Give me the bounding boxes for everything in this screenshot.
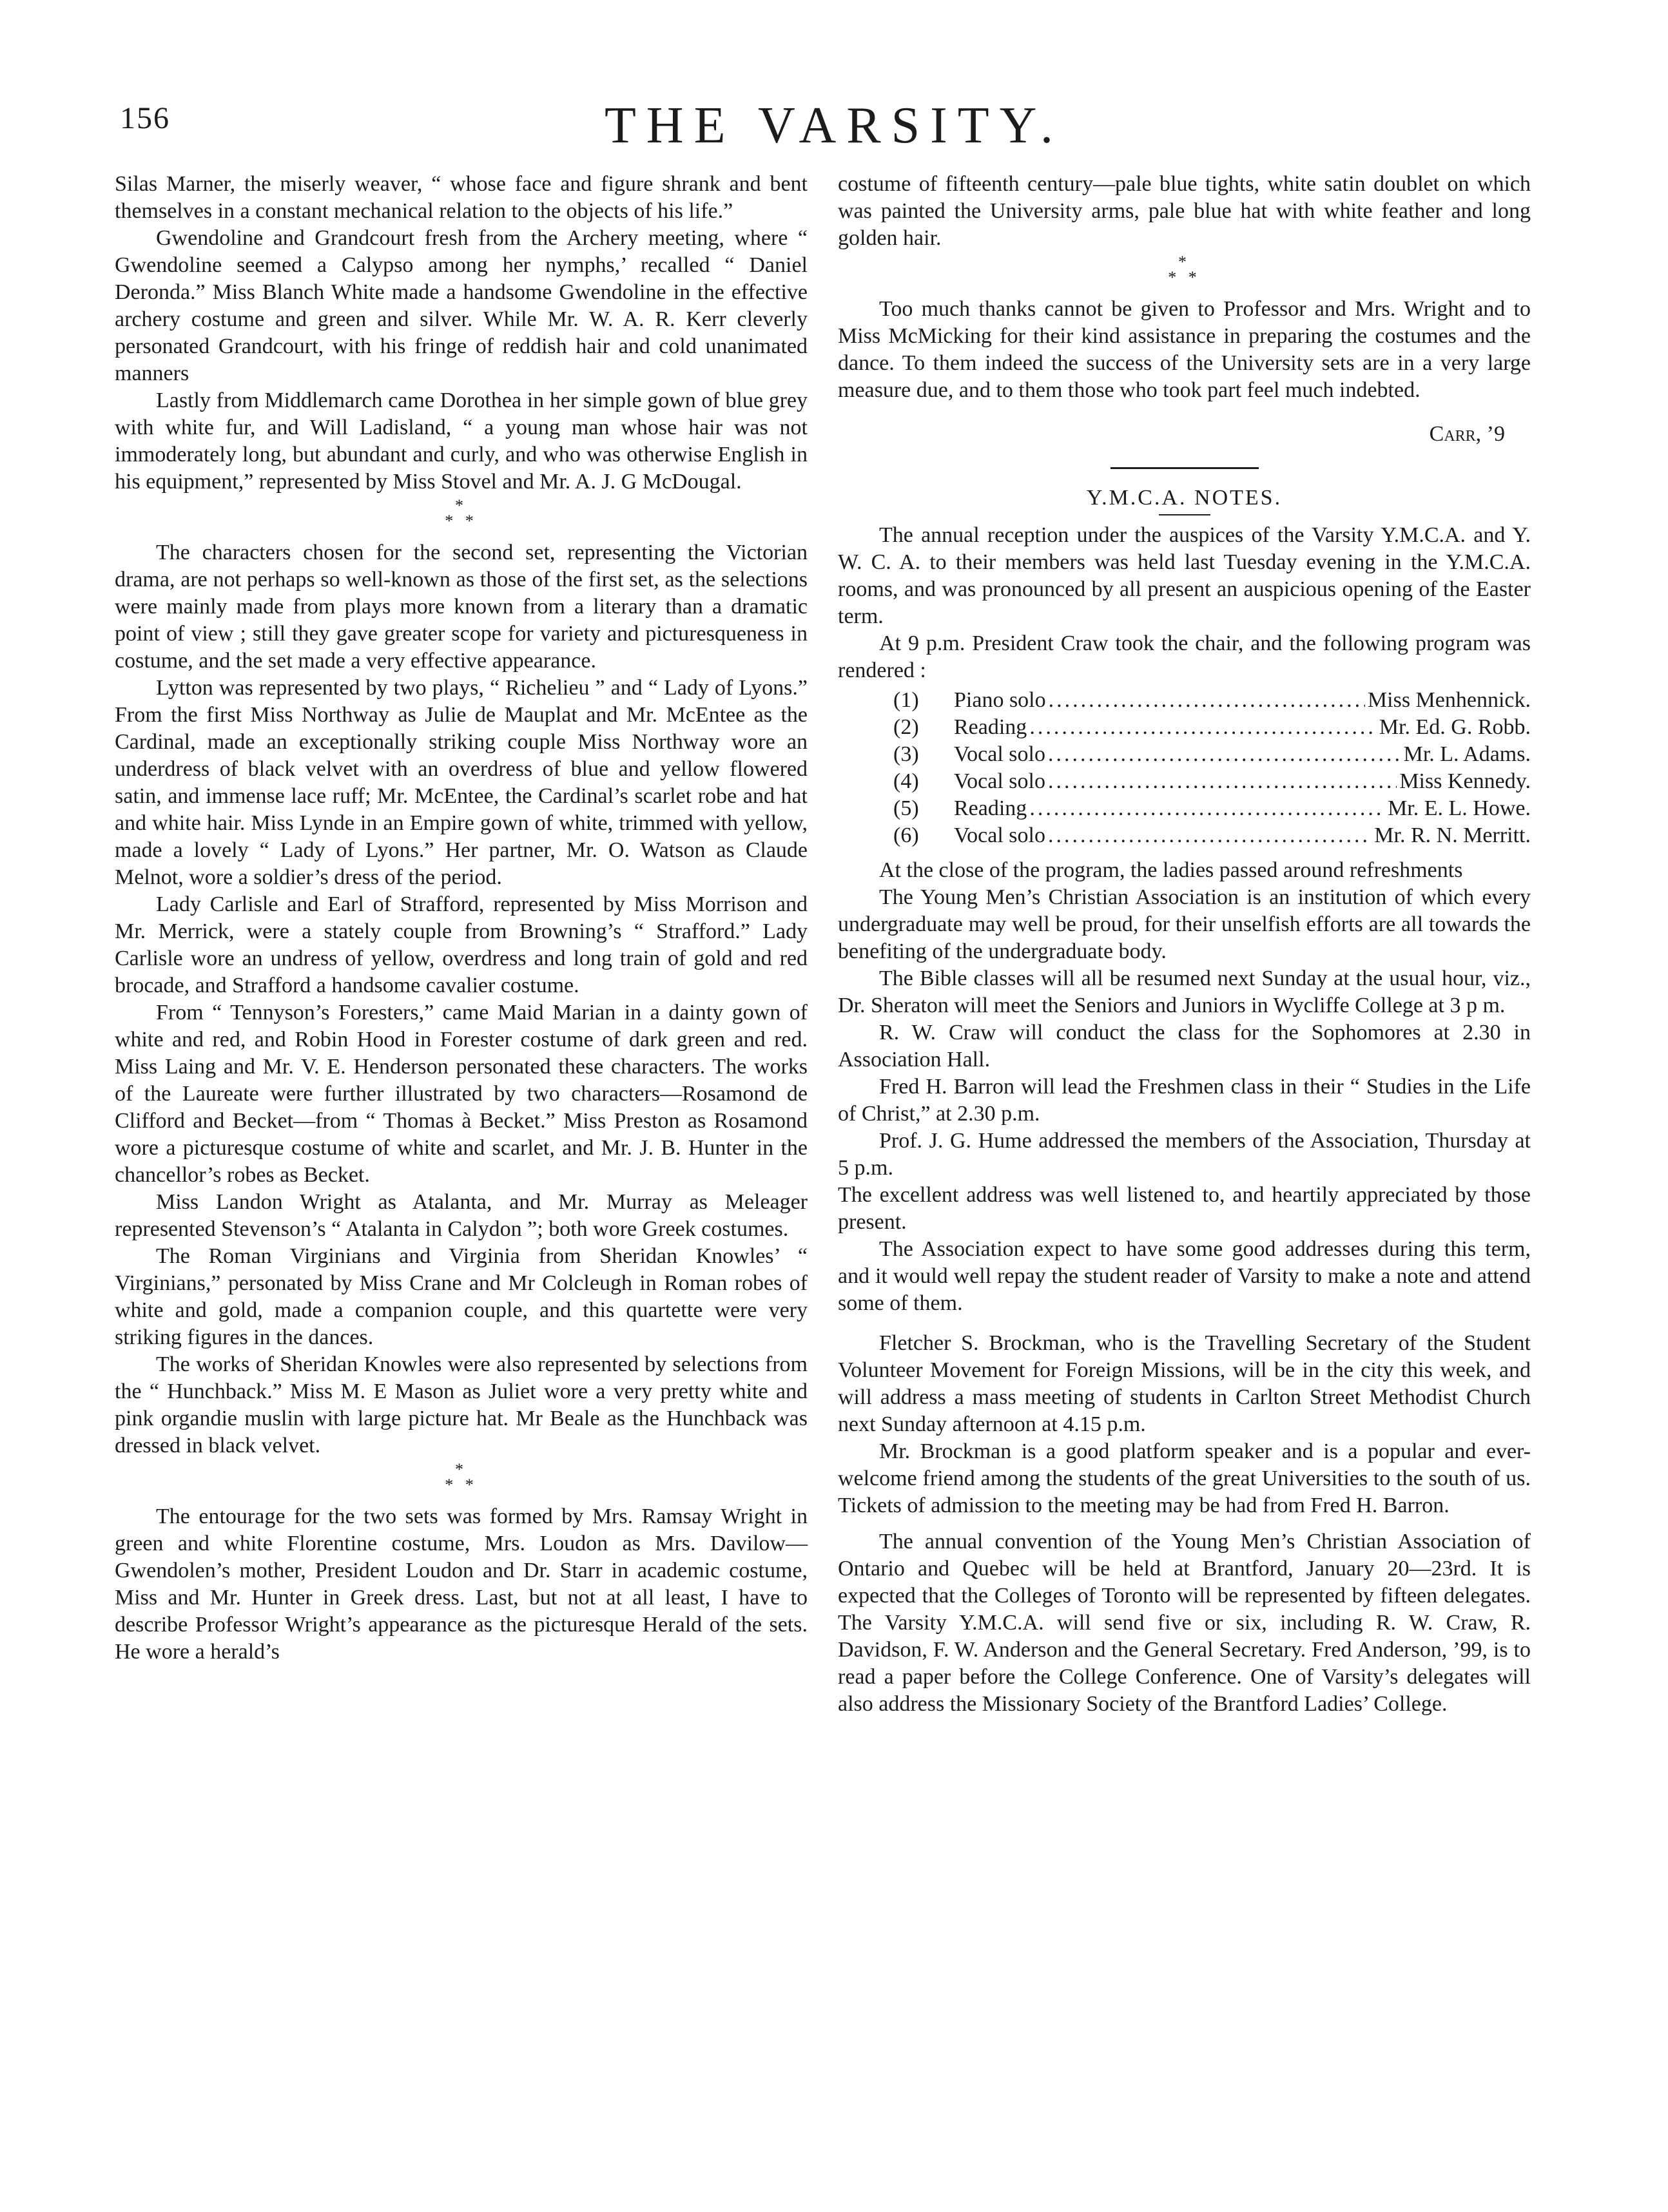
- program-item: [838, 687, 1531, 714]
- paragraph: Lady Carlisle and Earl of Strafford, represented by Miss Morrison and Mr. Merrick, were a stately couple from Browning’s “ Strafford.” Lady Carlisle wore an undress of yellow, overdress and long train of gold and red brocade, and Strafford a handsome cavalier costume.: [115, 892, 808, 997]
- program-number: (5): [893, 796, 919, 820]
- program-number: (6): [893, 823, 919, 847]
- heading-rule: [1159, 514, 1210, 515]
- page-number: 156: [120, 101, 170, 135]
- masthead-title: THE VARSITY.: [604, 97, 1064, 154]
- paragraph: costume of fifteenth century—pale blue tights, white satin doublet on which was painted the University arms, pale blue hat with white feather and long golden hair.: [838, 172, 1531, 250]
- paragraph: At the close of the program, the ladies passed around refreshments: [879, 858, 1463, 882]
- paragraph: At 9 p.m. President Craw took the chair, and the following program was rendered :: [838, 631, 1531, 682]
- program-item: [838, 741, 1531, 768]
- program-number: (4): [893, 769, 919, 793]
- paragraph: Gwendoline and Grandcourt fresh from the Archery meeting, where “ Gwendoline seemed a Calypso among her nymphs,’ recalled “ Daniel Deronda.” Miss Blanch White made a handsome Gwendoline in the effective archery costume and green and silver. While Mr. W. A. R. Kerr cleverly personated Grandcourt, with his fringe of reddish hair and cold unanimated manners: [115, 226, 808, 385]
- dot-leader: [1048, 822, 1372, 849]
- paragraph: Fred H. Barron will lead the Freshmen class in their “ Studies in the Life of Christ,” at 2.30 p.m.: [838, 1075, 1531, 1126]
- paragraph: Prof. J. G. Hume addressed the members of the Association, Thursday at 5 p.m.: [838, 1129, 1531, 1180]
- program-performer: Mr. R. N. Merritt.: [1374, 823, 1531, 847]
- program-number: (2): [893, 715, 919, 739]
- dot-leader: [1048, 768, 1397, 795]
- paragraph: Silas Marner, the miserly weaver, “ whose face and figure shrank and bent themselves in a constant mechanical relation to the objects of his life.”: [115, 172, 808, 223]
- paragraph: The Young Men’s Christian Association is an institution of which every undergraduate may well be proud, for their unselfish efforts are all towards the benefiting of the undergraduate body.: [838, 885, 1531, 963]
- dot-leader: [1029, 714, 1377, 741]
- dot-leader: [1048, 741, 1401, 768]
- program-item: [838, 768, 1531, 795]
- paragraph: Mr. Brockman is a good platform speaker and is a popular and ever-welcome friend among the students of the great Universities to the south of us. Tickets of admission to the meeting may be had from Fred H. Barron.: [838, 1439, 1531, 1517]
- program-piece: Vocal solo: [954, 769, 1045, 793]
- paragraph: From “ Tennyson’s Foresters,” came Maid Marian in a dainty gown of white and red, and Robin Hood in Forester costume of dark green and red. Miss Laing and Mr. V. E. Henderson personated these characters. The works of the Laureate were further illustrated by two characters—Rosamond de Clifford and Becket—from “ Thomas à Becket.” Miss Preston as Rosamond wore a picturesque costume of white and scarlet, and Mr. J. B. Hunter in the chancellor’s robes as Becket.: [115, 1001, 808, 1187]
- dot-leader: [1049, 687, 1365, 714]
- paragraph: The Roman Virginians and Virginia from Sheridan Knowles’ “ Virginians,” personated by Miss Crane and Mr Colcleugh in Roman robes of white and gold, made a companion couple, and this quartette were very striking figures in the dances.: [115, 1244, 808, 1349]
- program-number: (1): [893, 688, 919, 712]
- paragraph: The excellent address was well listened to, and heartily appreciated by those present.: [838, 1183, 1531, 1234]
- right-column: [838, 171, 1531, 1718]
- paragraph: The works of Sheridan Knowles were also represented by selections from the “ Hunchback.” Miss M. E Mason as Juliet wore a very pretty white and pink organdie muslin with large picture hat. Mr Beale as the Hunchback was dressed in black velvet.: [115, 1352, 808, 1457]
- section-heading: Y.M.C.A. NOTES.: [1086, 486, 1283, 510]
- paragraph: Lastly from Middlemarch came Dorothea in her simple gown of blue grey with white fur, and Will Ladisland, “ a young man whose hair was not immoderately long, but abundant and curly, and who was otherwise English in his equipment,” represented by Miss Stovel and Mr. A. J. G McDougal.: [115, 389, 808, 494]
- asterism-divider: * * *: [445, 1460, 478, 1494]
- program-performer: Mr. E. L. Howe.: [1388, 796, 1531, 820]
- asterism-divider: * * *: [1168, 253, 1201, 287]
- program-performer: Mr. Ed. G. Robb.: [1379, 715, 1531, 739]
- paragraph: Too much thanks cannot be given to Professor and Mrs. Wright and to Miss McMicking for their kind assistance in preparing the costumes and the dance. To them indeed the success of the University sets are in a very large measure due, and to them those who took part feel much indebted.: [838, 297, 1531, 402]
- program-item: [838, 795, 1531, 822]
- dot-leader: [1029, 795, 1385, 822]
- paragraph: R. W. Craw will conduct the class for the Sophomores at 2.30 in Association Hall.: [838, 1021, 1531, 1072]
- program-item: [838, 714, 1531, 741]
- paragraph: The characters chosen for the second set, representing the Victorian drama, are not perhaps so well-known as those of the first set, as the selections were mainly made from plays more known from a literary than a dramatic point of view ; still they gave greater scope for variety and picturesqueness in costume, and the set made a very effective appearance.: [115, 541, 808, 673]
- paragraph: Miss Landon Wright as Atalanta, and Mr. Murray as Meleager represented Stevenson’s “ Atalanta in Calydon ”; both wore Greek costumes.: [115, 1190, 808, 1241]
- paragraph: The entourage for the two sets was formed by Mrs. Ramsay Wright in green and white Florentine costume, Mrs. Loudon as Mrs. Davilow—Gwendolen’s mother, President Loudon and Dr. Starr in academic costume, Miss and Mr. Hunter in Greek dress. Last, but not at all least, I have to describe Professor Wright’s appearance as the picturesque Herald of the sets. He wore a herald’s: [115, 1505, 808, 1664]
- program-piece: Vocal solo: [954, 742, 1045, 766]
- paragraph: The annual convention of the Young Men’s Christian Association of Ontario and Quebec will be held at Brantford, January 20—23rd. It is expected that the Colleges of Toronto will be represented by fifteen delegates. The Varsity Y.M.C.A. will send five or six, including R. W. Craw, R. Davidson, F. W. Anderson and the General Secretary. Fred Anderson, ’99, is to read a paper before the College Conference. One of Varsity’s delegates will also address the Missionary Society of the Brantford Ladies’ College.: [838, 1530, 1531, 1716]
- program-item: [838, 822, 1531, 849]
- paragraph: Fletcher S. Brockman, who is the Travelling Secretary of the Student Volunteer Movement for Foreign Missions, will be in the city this week, and will address a mass meeting of students in Carlton Street Methodist Church next Sunday afternoon at 4.15 p.m.: [838, 1331, 1531, 1436]
- program-piece: Reading: [954, 796, 1027, 820]
- paragraph: The Bible classes will all be resumed next Sunday at the usual hour, viz., Dr. Sheraton will meet the Seniors and Juniors in Wycliffe College at 3 p m.: [838, 967, 1531, 1017]
- paragraph: The annual reception under the auspices of the Varsity Y.M.C.A. and Y. W. C. A. to their members was held last Tuesday evening in the Y.M.C.A. rooms, and was pronounced by all present an auspicious opening of the Easter term.: [838, 523, 1531, 628]
- program-piece: Piano solo: [954, 688, 1046, 712]
- program-performer: Mr. L. Adams.: [1403, 742, 1531, 766]
- asterism-divider: * * *: [445, 496, 478, 530]
- paragraph: Lytton was represented by two plays, “ Richelieu ” and “ Lady of Lyons.” From the first Miss Northway as Julie de Mauplat and Mr. McEntee as the Cardinal, made an exceptionally striking couple Miss Northway wore an underdress of black velvet with an overdress of blue and yellow flowered satin, and immense lace ruff; Mr. McEntee, the Cardinal’s scarlet robe and hat and white hair. Miss Lynde in an Empire gown of white, trimmed with yellow, made a lovely “ Lady of Lyons.” Her partner, Mr. O. Watson as Claude Melnot, wore a soldier’s dress of the period.: [115, 676, 808, 889]
- program-list: [838, 687, 1531, 849]
- program-piece: Vocal solo: [954, 823, 1045, 847]
- left-column: [115, 171, 808, 1666]
- program-performer: Miss Menhennick.: [1367, 688, 1531, 712]
- program-number: (3): [893, 742, 919, 766]
- section-rule: [1110, 467, 1259, 469]
- paragraph: The Association expect to have some good addresses during this term, and it would well repay the student reader of Varsity to make a note and attend some of them.: [838, 1237, 1531, 1315]
- program-performer: Miss Kennedy.: [1399, 769, 1531, 793]
- program-piece: Reading: [954, 715, 1027, 739]
- author-signature: Carr, ’9: [1429, 422, 1505, 446]
